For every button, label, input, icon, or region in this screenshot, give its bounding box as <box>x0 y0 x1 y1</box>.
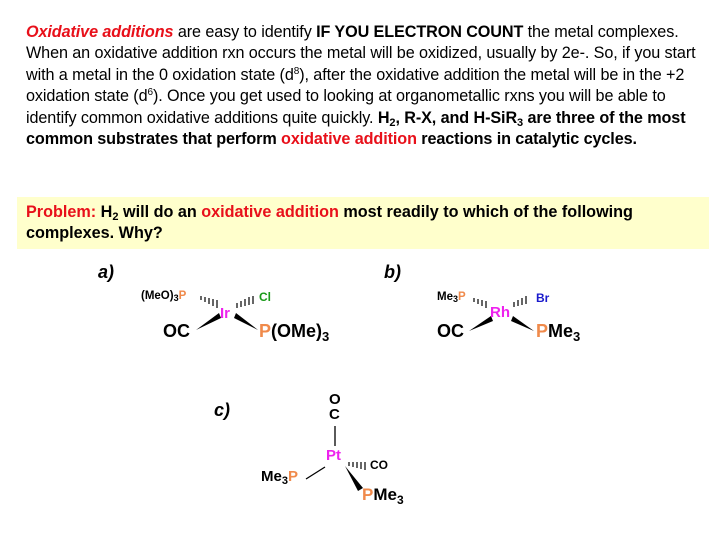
complex-a-ligand-top-left: $(MeO)_3P$ <box>141 290 187 303</box>
intro-emphasis: IF YOU ELECTRON COUNT <box>316 23 524 41</box>
complex-a-label: a) <box>98 262 115 282</box>
complex-c-label: c) <box>214 400 231 420</box>
complex-c-carbonyl-c: C <box>329 406 340 423</box>
complex-b-label: b) <box>384 262 401 282</box>
complex-c-ligand-left: $Me_3P$ <box>261 468 298 487</box>
complex-c-ligand-bottom: PMe$_3$ <box>362 485 404 507</box>
intro-lead: Oxidative additions <box>26 23 174 41</box>
complex-a-ligand-bottom-right: $P(OMe)_3$ <box>259 321 330 344</box>
complex-c-metal-pt: Pt <box>326 447 341 464</box>
complex-b-ligand-top-left: $Me_3P$ <box>437 291 466 304</box>
complex-b-ligand-co: OC <box>437 321 464 341</box>
complex-a-metal-ir: Ir <box>220 305 231 322</box>
problem-box: Problem: $H_2$ will do an oxidative addition most readily to which of the following complexes. Why? <box>17 197 709 249</box>
complex-c-ligand-co: CO <box>370 458 388 472</box>
complex-b-ligand-bottom-right: PMe$_3$ <box>536 321 581 344</box>
intro-paragraph: Oxidative additions are easy to identify IF YOU ELECTRON COUNT the metal complexes. When an oxidative addition rxn occurs the metal will be oxidized, usually by 2e-. So, if you start with a metal in the 0 oxidation state $(d^8)$, after the oxidative addition the metal will be in the +2 oxidation state $(d^6)$. Once you get used to looking at organometallic rxns you will be able to identify common oxidative additions quite quickly. $H_2$, R-X, and H-SiR$_3$ are three of the most common substrates that perform oxidative addition reactions in catalytic cycles. <box>26 23 696 149</box>
problem-label: Problem: <box>26 203 97 221</box>
complex-b-metal-rh: Rh <box>490 304 510 321</box>
complex-a-ligand-co: OC <box>163 321 190 341</box>
complex-c-carbonyl-o: O <box>329 391 341 408</box>
complex-b-ligand-br: Br <box>536 291 550 305</box>
substrates-statement: $H_2$, R-X, and H-SiR$_3$ are three of the most common substrates that perform oxidative addition reactions in catalytic cycles. <box>26 108 686 149</box>
complex-a-ligand-cl: Cl <box>259 290 271 304</box>
